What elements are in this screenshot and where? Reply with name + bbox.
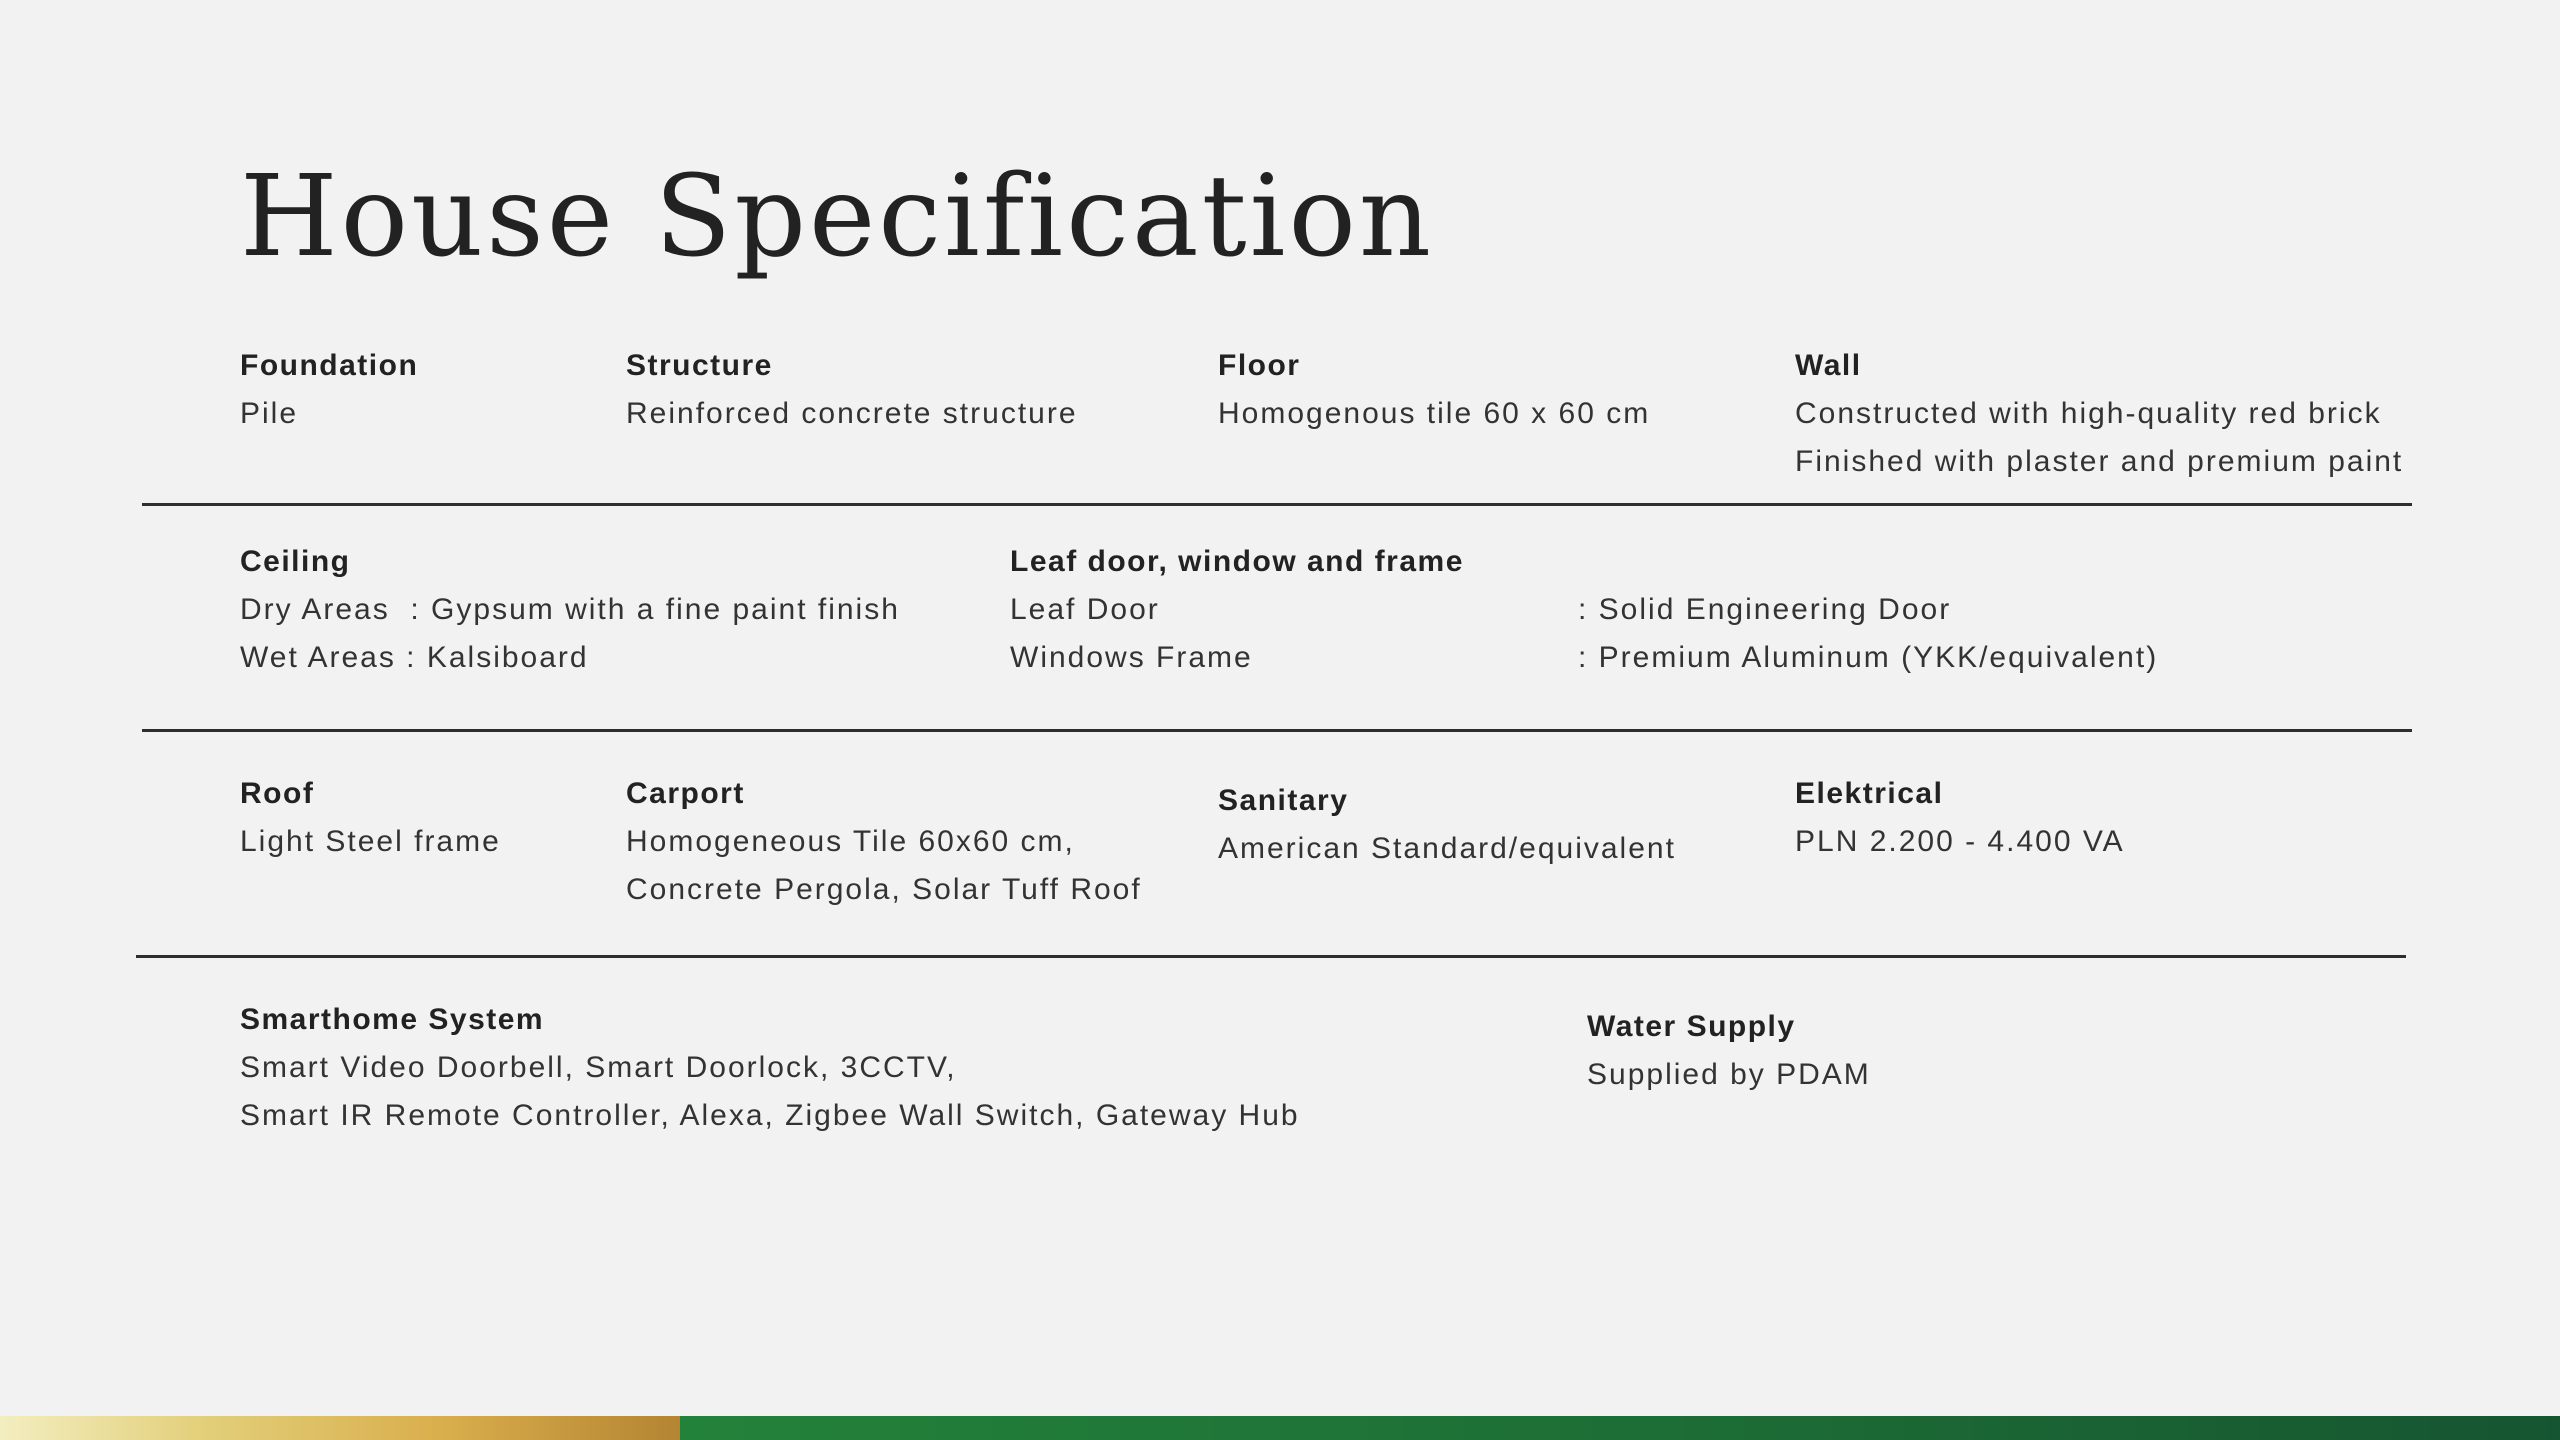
spec-label: Smarthome System [240, 1003, 545, 1036]
spec-value: Constructed with high-quality red brick [1795, 397, 2382, 430]
spec-label: Sanitary [1218, 784, 1349, 817]
spec-carport [626, 770, 1142, 914]
section-divider [136, 955, 2406, 958]
spec-value: Concrete Pergola, Solar Tuff Roof [626, 873, 1142, 906]
spec-row [1010, 634, 2158, 682]
spec-wall [1795, 342, 2403, 486]
section-divider [142, 729, 2412, 732]
spec-value: Smart IR Remote Controller, Alexa, Zigbee Wall Switch, Gateway Hub [240, 1099, 1300, 1132]
spec-key: Leaf Door [1010, 593, 1160, 626]
spec-water-supply [1587, 1003, 1871, 1099]
green-accent-stripe [680, 1416, 2560, 1440]
spec-label: Wall [1795, 349, 1862, 382]
spec-value: Reinforced concrete structure [626, 397, 1078, 430]
spec-floor [1218, 342, 1650, 438]
spec-label: Foundation [240, 349, 419, 382]
spec-label: Water Supply [1587, 1010, 1796, 1043]
spec-label: Roof [240, 777, 315, 810]
gold-accent-stripe [0, 1416, 680, 1440]
spec-ceiling [240, 538, 900, 682]
spec-value: PLN 2.200 - 4.400 VA [1795, 825, 2125, 858]
spec-label: Leaf door, window and frame [1010, 545, 1464, 578]
spec-value: Finished with plaster and premium paint [1795, 445, 2404, 478]
section-divider [142, 503, 2412, 506]
spec-label: Carport [626, 777, 745, 810]
page-title: House Specification [240, 152, 1435, 282]
spec-electrical [1795, 770, 2125, 866]
spec-value: Dry Areas : Gypsum with a fine paint finish [240, 593, 900, 626]
spec-sanitary [1218, 777, 1676, 873]
spec-label: Ceiling [240, 545, 351, 578]
spec-key: Windows Frame [1010, 641, 1253, 674]
spec-value: Light Steel frame [240, 825, 501, 858]
spec-value: American Standard/equivalent [1218, 832, 1676, 865]
spec-label: Structure [626, 349, 773, 382]
spec-value: : Solid Engineering Door [1578, 593, 1952, 626]
bottom-accent-bar [0, 1416, 2560, 1440]
spec-structure [626, 342, 1078, 438]
spec-value: Pile [240, 397, 299, 430]
spec-smarthome [240, 996, 1300, 1140]
spec-label: Elektrical [1795, 777, 1944, 810]
spec-foundation [240, 342, 418, 438]
spec-value: Homogenous tile 60 x 60 cm [1218, 397, 1651, 430]
spec-label: Floor [1218, 349, 1301, 382]
spec-roof [240, 770, 501, 866]
spec-value: Wet Areas : Kalsiboard [240, 641, 589, 674]
spec-value: Smart Video Doorbell, Smart Doorlock, 3CCTV, [240, 1051, 957, 1084]
spec-value: Homogeneous Tile 60x60 cm, [626, 825, 1075, 858]
spec-value: Supplied by PDAM [1587, 1058, 1871, 1091]
spec-leaf-door [1010, 538, 2158, 682]
spec-value: : Premium Aluminum (YKK/equivalent) [1578, 641, 2159, 674]
spec-row [1010, 586, 2158, 634]
